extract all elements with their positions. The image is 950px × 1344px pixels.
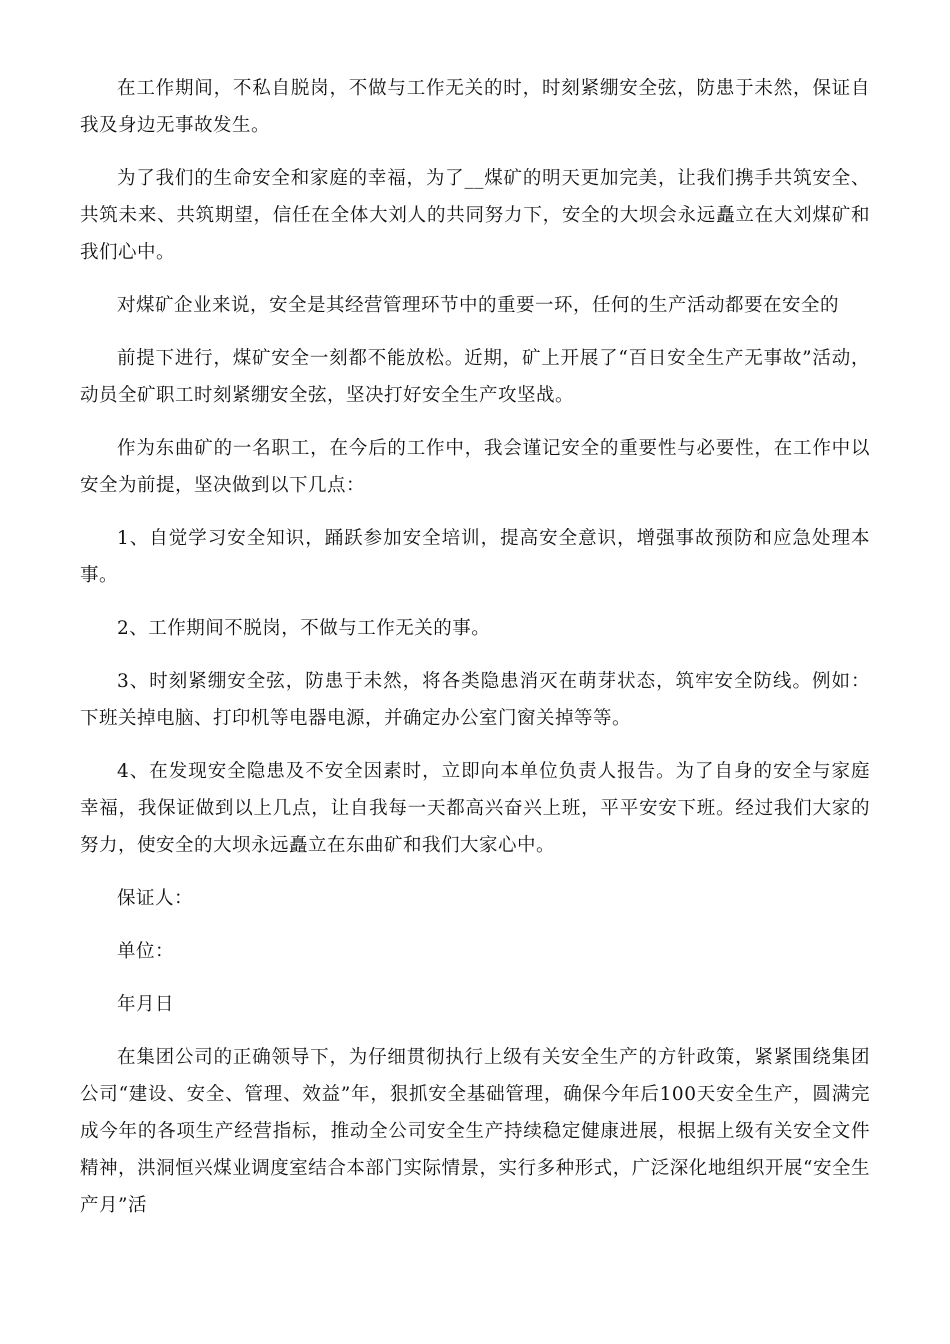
document-page [80,70,870,1240]
paragraph-1: 在工作期间，不私自脱岗，不做与工作无关的时，时刻紧绷安全弦，防患于未然，保证自我及身边无事故发生。 [80,78,870,136]
paragraph-4: 前提下进行，煤矿安全一刻都不能放松。近期，矿上开展了“百日安全生产无事故”活动，动员全矿职工时刻紧绷安全弦，坚决打好安全生产攻坚战。 [80,348,870,406]
list-item-2: 2、工作期间不脱岗，不做与工作无关的事。 [117,618,491,639]
paragraph-3: 对煤矿企业来说，安全是其经营管理环节中的重要一环，任何的生产活动都要在安全的 [117,295,840,316]
signature-guarantor-label: 保证人： [117,888,194,909]
list-item-4: 4、在发现安全隐患及不安全因素时，立即向本单位负责人报告。为了自身的安全与家庭幸福，我保证做到以上几点，让自我每一天都高兴奋兴上班，平平安安下班。经过我们大家的努力，使安全的大坝永远矗立在东曲矿和我们大家心中。 [80,761,870,856]
list-item-3: 3、时刻紧绷安全弦，防患于未然，将各类隐患消灭在萌芽状态，筑牢安全防线。例如：下班关掉电脑、打印机等电器电源，并确定办公室门窗关掉等等。 [80,671,870,729]
list-item-1: 1、自觉学习安全知识，踊跃参加安全培训，提高安全意识，增强事故预防和应急处理本事。 [80,528,870,586]
paragraph-2: 为了我们的生命安全和家庭的幸福，为了__煤矿的明天更加完美，让我们携手共筑安全、共筑未来、共筑期望，信任在全体大刘人的共同努力下，安全的大坝会永远矗立在大刘煤矿和我们心中。 [80,168,870,263]
signature-unit-label: 单位： [117,941,175,962]
paragraph-closing: 在集团公司的正确领导下，为仔细贯彻执行上级有关安全生产的方针政策，紧紧围绕集团公司“建设、安全、管理、效益”年，狠抓安全基础管理，确保今年后100天安全生产，圆满完成今年的各项生产经营指标，推动全公司安全生产持续稳定健康进展，根据上级有关安全文件精神，洪洞恒兴煤业调度室结合本部门实际情景，实行多种形式，广泛深化地组织开展“安全生产月”活 [80,1047,870,1216]
signature-date-label: 年月日 [117,994,175,1015]
paragraph-5: 作为东曲矿的一名职工，在今后的工作中，我会谨记安全的重要性与必要性，在工作中以安全为前提，坚决做到以下几点： [80,438,870,496]
